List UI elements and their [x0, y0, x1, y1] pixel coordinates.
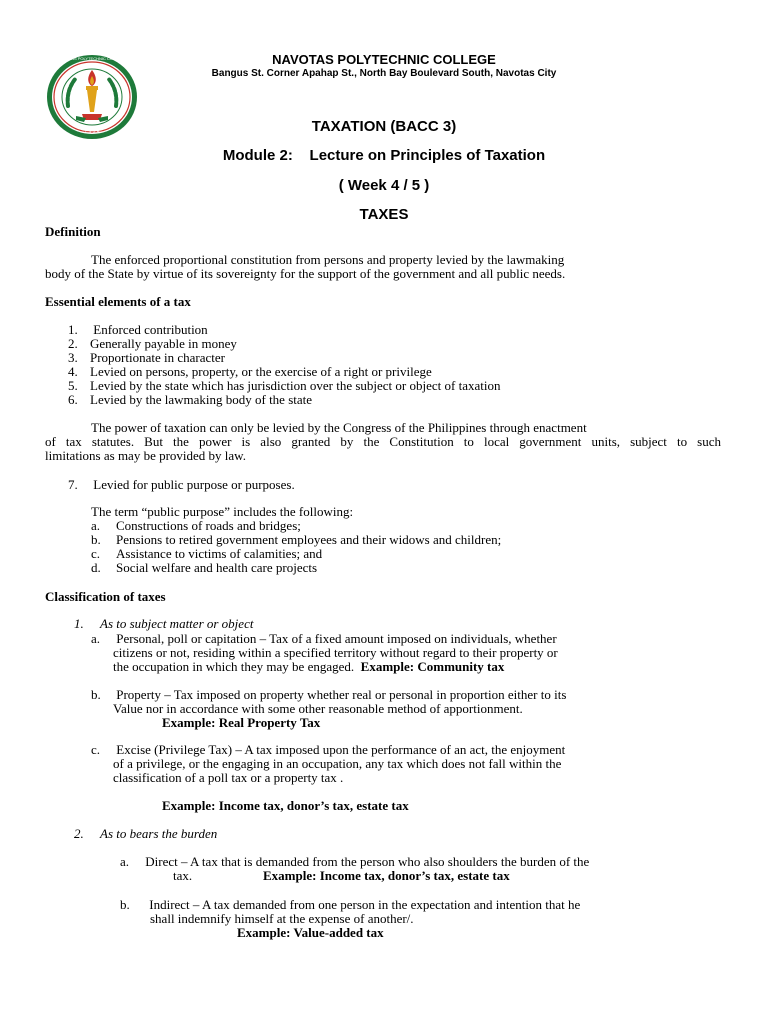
- classification-heading: Classification of taxes: [45, 589, 166, 604]
- list-text: Levied on persons, property, or the exercise of a right or privilege: [90, 364, 432, 379]
- list-text: Personal, poll or capitation – Tax of a fixed amount imposed on individuals, whether: [113, 631, 557, 646]
- list-letter: c.: [91, 546, 101, 561]
- list-text: Assistance to victims of calamities; and: [116, 546, 323, 561]
- list-item: [68, 379, 500, 393]
- list-letter: a.: [91, 631, 101, 646]
- list-item: [68, 337, 237, 351]
- personal-tax-line-2: citizens or not, residing within a specified territory without regard to their property or: [113, 645, 558, 660]
- list-item: [91, 547, 322, 561]
- list-text: Constructions of roads and bridges;: [116, 518, 301, 533]
- definition-line-1: The enforced proportional constitution from persons and property levied by the lawmaking: [91, 252, 565, 267]
- list-text: Excise (Privilege Tax) – A tax imposed upon the performance of an act, the enjoyment: [113, 742, 566, 757]
- college-address: Bangus St. Corner Apahap St., North Bay Boulevard South, Navotas City: [211, 68, 557, 79]
- list-number: 1.: [68, 322, 78, 337]
- list-text: the occupation in which they may be engaged.: [113, 659, 355, 674]
- list-text: Levied by the state which has jurisdiction over the subject or object of taxation: [90, 378, 501, 393]
- property-tax-line-2: Value nor in accordance with some other reasonable method of apportionment.: [113, 701, 523, 716]
- seal-year: 1 9 9 4: [84, 129, 100, 135]
- module-label: Module 2:: [222, 147, 293, 164]
- power-line-3: limitations as may be provided by law.: [45, 448, 246, 463]
- list-letter: c.: [91, 742, 101, 757]
- classification-subheading-1: [74, 617, 253, 631]
- list-item: [68, 323, 208, 337]
- direct-tax-line-1: [120, 855, 589, 869]
- classification-subheading-2: [74, 827, 217, 841]
- course-title: TAXATION (BACC 3): [311, 118, 457, 135]
- indirect-tax-line-2: shall indemnify himself at the expense of another/.: [150, 911, 414, 926]
- direct-tax-line-2: [173, 869, 510, 883]
- list-item: [91, 561, 317, 575]
- list-number: 5.: [68, 378, 78, 393]
- personal-tax-line-3: [113, 660, 504, 674]
- list-number: 2.: [68, 336, 78, 351]
- list-item: [68, 351, 225, 365]
- list-letter: d.: [91, 560, 101, 575]
- list-text: Indirect – A tax demanded from one person in the expectation and intention that he: [146, 897, 581, 912]
- definition-line-2: body of the State by virtue of its sovereignty for the support of the government and all public needs.: [45, 266, 566, 281]
- seal-text: NAVOTAS POLYTECHNIC COLLEGE: [58, 56, 126, 61]
- property-tax-line-1: [91, 688, 566, 702]
- list-text: Property – Tax imposed on property whether real or personal in proportion either to its: [113, 687, 567, 702]
- list-item: [68, 393, 312, 407]
- list-number: 1.: [74, 616, 84, 631]
- example-text: : Real Property Tax: [211, 715, 321, 730]
- excise-tax-line-1: [91, 743, 565, 757]
- list-text: Proportionate in character: [90, 350, 225, 365]
- list-letter: b.: [120, 897, 130, 912]
- indirect-tax-example: Example: Value-added tax: [237, 925, 384, 940]
- list-text: Social welfare and health care projects: [116, 560, 318, 575]
- module-name: Lecture on Principles of Taxation: [309, 147, 546, 164]
- elements-heading: Essential elements of a tax: [45, 294, 191, 309]
- excise-tax-line-3: classification of a poll tax or a property tax .: [113, 770, 344, 785]
- week-label: ( Week 4 / 5 ): [338, 177, 430, 194]
- list-item: [68, 478, 295, 492]
- list-number: 4.: [68, 364, 78, 379]
- list-letter: a.: [91, 518, 101, 533]
- power-line-1: The power of taxation can only be levied by the Congress of the Philippines through enactment: [91, 420, 587, 435]
- list-letter: a.: [120, 854, 130, 869]
- list-text: Levied for public purpose or purposes.: [90, 477, 295, 492]
- list-text: Enforced contribution: [90, 322, 208, 337]
- list-item: [91, 519, 301, 533]
- list-letter: b.: [91, 687, 101, 702]
- list-item: [68, 365, 432, 379]
- list-number: 3.: [68, 350, 78, 365]
- list-text: tax.: [173, 868, 193, 883]
- example-text: Example: Income tax, donor’s tax, estate tax: [263, 868, 510, 883]
- list-number: 7.: [68, 477, 78, 492]
- list-number: 2.: [74, 826, 84, 841]
- public-purpose-intro: The term “public purpose” includes the following:: [91, 504, 354, 519]
- excise-tax-line-2: of a privilege, or the engaging in an occupation, any tax which does not fall within the: [113, 756, 562, 771]
- list-number: 6.: [68, 392, 78, 407]
- list-text: As to subject matter or object: [100, 616, 254, 631]
- list-text: Levied by the lawmaking body of the state: [90, 392, 313, 407]
- college-name: NAVOTAS POLYTECHNIC COLLEGE: [272, 52, 496, 67]
- power-line-2: of tax statutes. But the power is also granted by the Constitution to local government units, subject to such: [45, 434, 721, 449]
- module-title: [0, 147, 768, 165]
- excise-tax-example: Example: Income tax, donor’s tax, estate tax: [162, 798, 409, 813]
- personal-tax-line-1: [91, 632, 557, 646]
- list-text: Generally payable in money: [90, 336, 237, 351]
- example-text: Example: Community tax: [360, 659, 505, 674]
- indirect-tax-line-1: [120, 898, 580, 912]
- example-label: Example: [162, 715, 212, 730]
- list-letter: b.: [91, 532, 101, 547]
- list-text: As to bears the burden: [100, 826, 218, 841]
- definition-heading: Definition: [45, 224, 101, 239]
- list-item: [91, 533, 501, 547]
- topic-title: TAXES: [359, 206, 409, 223]
- property-tax-example: [162, 716, 320, 730]
- list-text: Direct – A tax that is demanded from the person who also shoulders the burden of the: [142, 854, 590, 869]
- list-text: Pensions to retired government employees and their widows and children;: [116, 532, 502, 547]
